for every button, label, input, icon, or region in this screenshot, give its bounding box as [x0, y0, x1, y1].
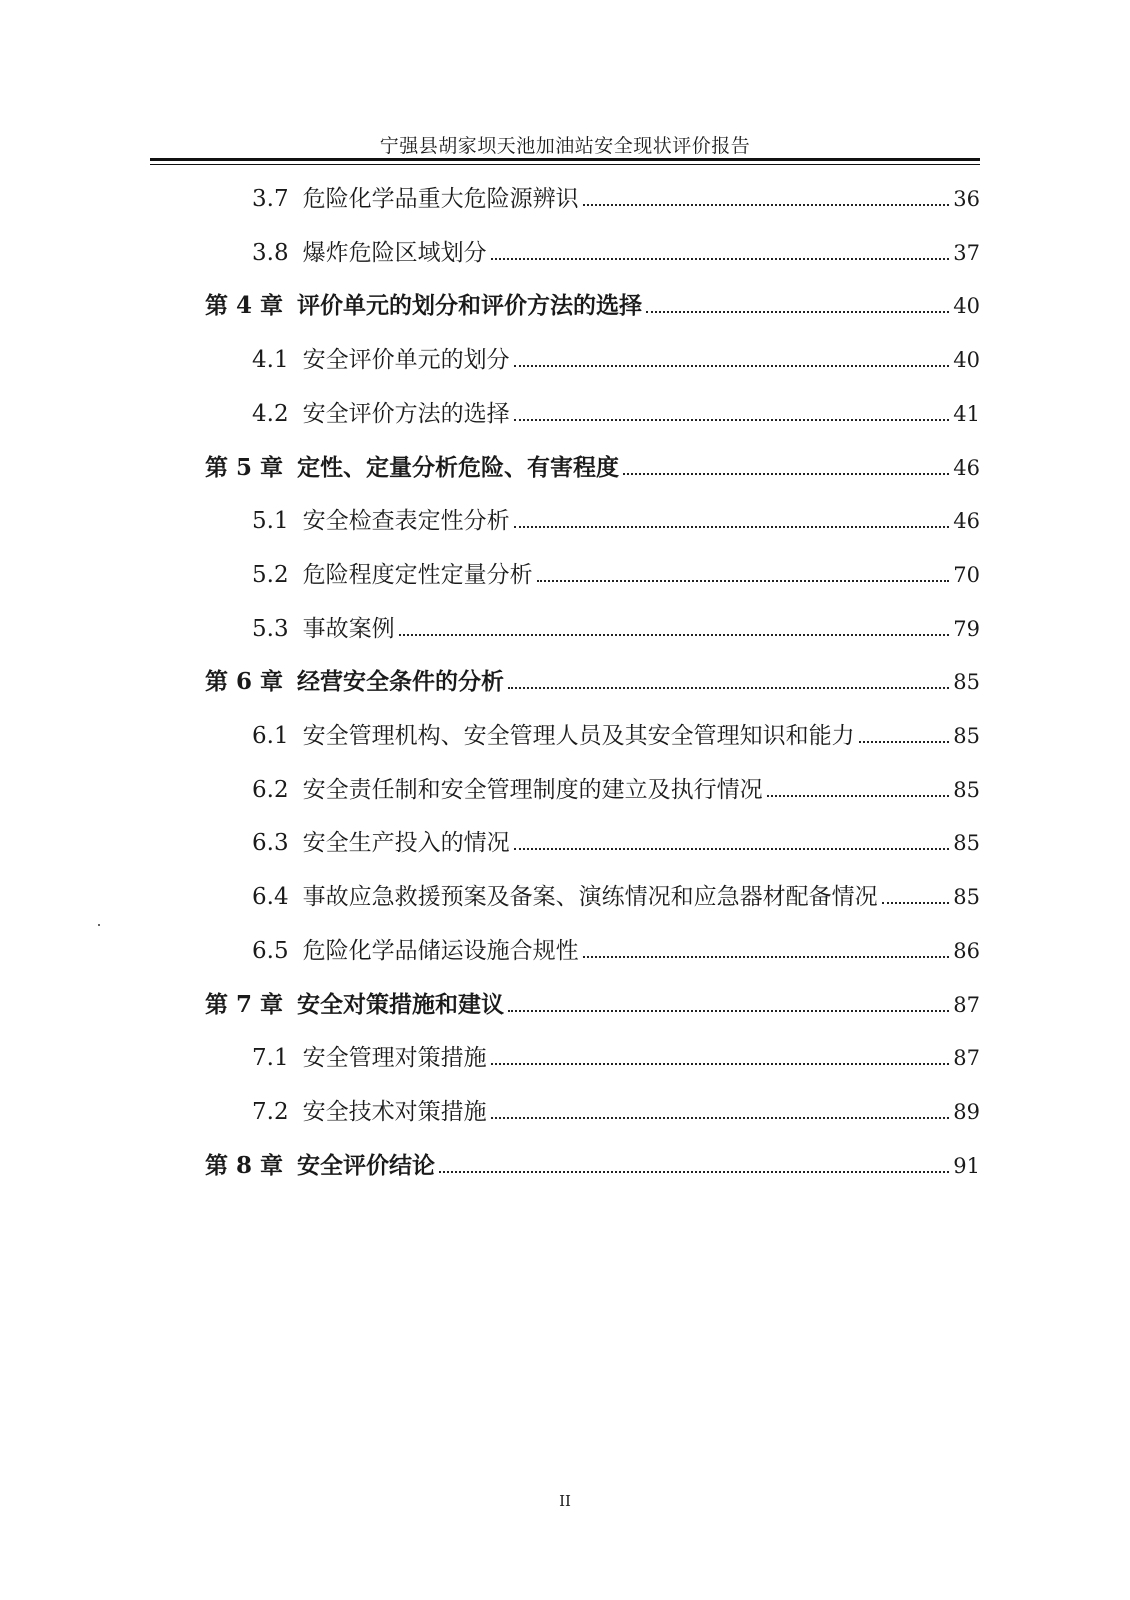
toc-chapter-entry[interactable] [205, 986, 980, 1020]
toc-entry-title: 安全评价单元的划分 [302, 347, 510, 373]
toc-entry-page: 37 [953, 241, 980, 265]
toc-entry-page: 85 [953, 724, 980, 748]
toc-entry-number: 7.2 [252, 1099, 289, 1125]
toc-entry-title: 评价单元的划分和评价方法的选择 [297, 292, 643, 319]
toc-entry-title: 危险程度定性定量分析 [302, 562, 533, 588]
toc-dot-leader [439, 1171, 949, 1173]
toc-section-entry[interactable] [252, 341, 980, 375]
toc-section-entry[interactable] [252, 234, 980, 268]
toc-entry-title: 事故案例 [302, 616, 395, 642]
toc-section-entry[interactable] [252, 556, 980, 590]
toc-entry-page: 70 [953, 563, 980, 587]
toc-entry-page: 41 [953, 402, 980, 426]
toc-dot-leader [882, 902, 950, 904]
toc-entry-number: 第 6 章 [205, 668, 284, 695]
toc-entry-page: 85 [953, 670, 980, 694]
toc-entry-title: 安全对策措施和建议 [297, 991, 505, 1018]
toc-entry-title: 安全评价方法的选择 [302, 401, 510, 427]
toc-section-entry[interactable] [252, 717, 980, 751]
toc-dot-leader [491, 1063, 950, 1065]
toc-entry-number: 5.3 [252, 616, 289, 642]
toc-entry-page: 85 [953, 885, 980, 909]
toc-entry-number: 5.2 [252, 562, 289, 588]
toc-entry-heading [252, 614, 395, 644]
toc-dot-leader [859, 741, 950, 743]
toc-entry-title: 事故应急救援预案及备案、演练情况和应急器材配备情况 [302, 884, 878, 910]
toc-entry-heading [252, 828, 510, 858]
toc-dot-leader [514, 526, 950, 528]
toc-section-entry[interactable] [252, 1039, 980, 1073]
toc-entry-page: 40 [953, 294, 980, 318]
toc-chapter-entry[interactable] [205, 663, 980, 697]
toc-entry-page: 89 [953, 1100, 980, 1124]
toc-entry-page: 46 [953, 456, 980, 480]
toc-entry-heading [205, 667, 504, 697]
toc-section-entry[interactable] [252, 610, 980, 644]
toc-entry-heading [252, 1043, 487, 1073]
toc-entry-page: 79 [953, 617, 980, 641]
toc-dot-leader [491, 1117, 950, 1119]
toc-entry-title: 安全检查表定性分析 [302, 508, 510, 534]
toc-entry-number: 3.7 [252, 186, 289, 212]
toc-entry-number: 4.1 [252, 347, 289, 373]
toc-entry-page: 46 [953, 509, 980, 533]
toc-entry-heading [252, 936, 579, 966]
toc-entry-title: 定性、定量分析危险、有害程度 [297, 454, 620, 481]
toc-entry-number: 5.1 [252, 508, 289, 534]
toc-section-entry[interactable] [252, 180, 980, 214]
page-number: II [559, 1492, 571, 1510]
toc-chapter-entry[interactable] [205, 1147, 980, 1181]
toc-dot-leader [583, 956, 950, 958]
toc-entry-number: 3.8 [252, 240, 289, 266]
toc-entry-number: 6.3 [252, 830, 289, 856]
toc-entry-title: 安全评价结论 [297, 1152, 436, 1179]
toc-section-entry[interactable] [252, 824, 980, 858]
toc-entry-number: 第 4 章 [205, 292, 284, 319]
toc-entry-heading [252, 721, 855, 751]
toc-entry-heading [205, 1151, 435, 1181]
toc-entry-heading [252, 560, 533, 590]
toc-dot-leader [646, 311, 949, 313]
toc-entry-heading [252, 184, 579, 214]
toc-dot-leader [399, 634, 950, 636]
toc-entry-heading [252, 399, 510, 429]
toc-dot-leader [514, 419, 950, 421]
toc-entry-title: 危险化学品储运设施合规性 [302, 938, 579, 964]
toc-entry-page: 91 [953, 1154, 980, 1178]
toc-entry-heading [252, 1097, 487, 1127]
toc-entry-title: 安全生产投入的情况 [302, 830, 510, 856]
toc-chapter-entry[interactable] [205, 287, 980, 321]
toc-entry-title: 安全责任制和安全管理制度的建立及执行情况 [302, 777, 763, 803]
toc-dot-leader [514, 365, 950, 367]
toc-dot-leader [508, 1010, 949, 1012]
toc-entry-heading [252, 775, 763, 805]
toc-entry-number: 7.1 [252, 1045, 289, 1071]
toc-entry-page: 85 [953, 831, 980, 855]
toc-entry-title: 危险化学品重大危险源辨识 [302, 186, 579, 212]
toc-entry-page: 36 [953, 187, 980, 211]
toc-entry-number: 4.2 [252, 401, 289, 427]
toc-entry-heading [205, 291, 642, 321]
toc-entry-number: 6.4 [252, 884, 289, 910]
toc-entry-title: 经营安全条件的分析 [297, 668, 505, 695]
toc-entry-page: 87 [953, 1046, 980, 1070]
toc-entry-title: 安全管理机构、安全管理人员及其安全管理知识和能力 [302, 723, 855, 749]
toc-entry-page: 86 [953, 939, 980, 963]
toc-section-entry[interactable] [252, 502, 980, 536]
toc-entry-heading [252, 882, 878, 912]
toc-dot-leader [537, 580, 950, 582]
toc-chapter-entry[interactable] [205, 449, 980, 483]
toc-entry-heading [252, 506, 510, 536]
toc-dot-leader [767, 795, 950, 797]
toc-dot-leader [508, 687, 949, 689]
toc-entry-number: 6.5 [252, 938, 289, 964]
toc-entry-title: 爆炸危险区域划分 [302, 240, 487, 266]
toc-section-entry[interactable] [252, 1093, 980, 1127]
report-title: 宁强县胡家坝天池加油站安全现状评价报告 [379, 135, 751, 157]
toc-dot-leader [514, 848, 950, 850]
toc-entry-number: 6.1 [252, 723, 289, 749]
toc-dot-leader [623, 473, 949, 475]
toc-section-entry[interactable] [252, 932, 980, 966]
toc-entry-page: 85 [953, 778, 980, 802]
toc-dot-leader [491, 258, 950, 260]
toc-entry-number: 第 7 章 [205, 991, 284, 1018]
toc-entry-number: 第 5 章 [205, 454, 284, 481]
toc-entry-number: 6.2 [252, 777, 289, 803]
toc-entry-heading [252, 345, 510, 375]
toc-entry-page: 40 [953, 348, 980, 372]
toc-dot-leader [583, 204, 950, 206]
scan-speck [98, 924, 100, 926]
toc-entry-heading [205, 453, 619, 483]
toc-entry-title: 安全管理对策措施 [302, 1045, 487, 1071]
toc-section-entry[interactable] [252, 771, 980, 805]
toc-entry-number: 第 8 章 [205, 1152, 284, 1179]
toc-section-entry[interactable] [252, 395, 980, 429]
toc-entry-heading [252, 238, 487, 268]
toc-section-entry[interactable] [252, 878, 980, 912]
toc-entry-heading [205, 990, 504, 1020]
toc-entry-title: 安全技术对策措施 [302, 1099, 487, 1125]
toc-entry-page: 87 [953, 993, 980, 1017]
